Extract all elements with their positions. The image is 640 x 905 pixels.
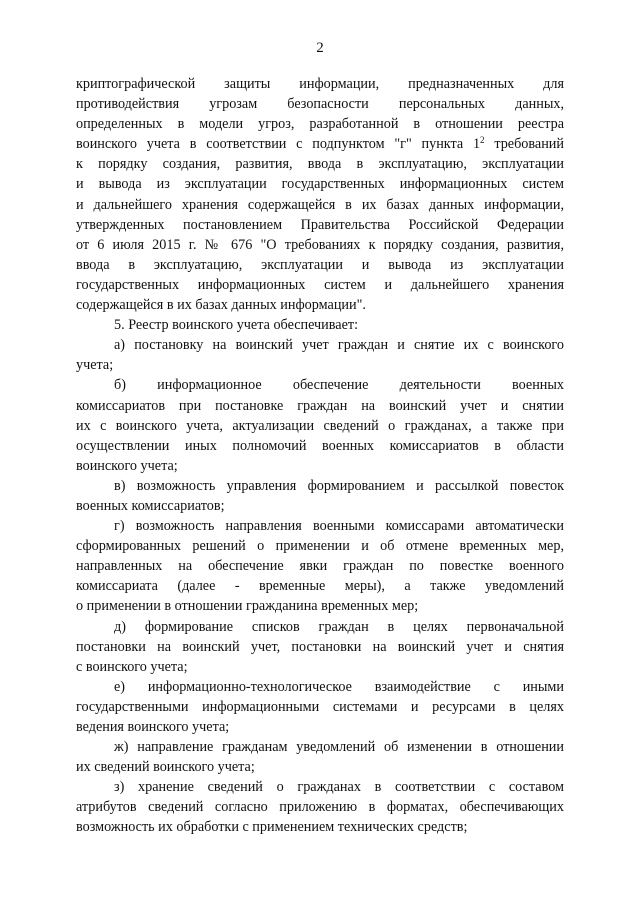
- text-line: в) возможность управления формированием и рассылкой повесток: [114, 477, 564, 494]
- text-line: д) формирование списков граждан в целях первоначальной: [114, 618, 564, 635]
- text-line: б) информационное обеспечение деятельности военных: [114, 377, 564, 394]
- text-line: содержащейся в их базах данных информации".: [76, 297, 366, 314]
- text-line: ведения воинского учета;: [76, 719, 230, 735]
- text-line: а) постановку на воинский учет граждан и снятие их с воинского: [114, 337, 564, 354]
- text-line: к порядку создания, развития, ввода в эксплуатацию, эксплуатации: [76, 156, 564, 173]
- text-line: комиссариата (далее - временные меры), а также уведомлений: [76, 578, 564, 595]
- text-line: криптографической защиты информации, предназначенных для: [76, 76, 564, 92]
- text-line: е) информационно-технологическое взаимодействие с иными: [114, 678, 564, 695]
- text-line: от 6 июля 2015 г. № 676 "О требованиях к порядку создания, развития,: [76, 236, 564, 253]
- text-line: ж) направление гражданам уведомлений об изменении в отношении: [114, 739, 564, 756]
- text-line: военных комиссариатов;: [76, 497, 225, 514]
- text-line: с воинского учета;: [76, 658, 188, 675]
- body-text: [76, 74, 564, 838]
- text-line: атрибутов сведений согласно приложению в форматах, обеспечивающих: [76, 799, 564, 816]
- text-line: их с воинского учета, актуализации сведений о гражданах, а также при: [76, 417, 564, 434]
- text-line: воинского учета в соответствии с подпунктом "г" пункта $1^2$ требований: [76, 135, 564, 153]
- text-line: комиссариатов при постановке граждан на воинский учет и снятии: [76, 397, 564, 414]
- text-line: их сведений воинского учета;: [76, 759, 255, 776]
- text-line: з) хранение сведений о гражданах в соответствии с составом: [114, 779, 564, 796]
- text-line: утвержденных постановлением Правительства Российской Федерации: [76, 216, 564, 233]
- text-line: 5. Реестр воинского учета обеспечивает:: [114, 317, 359, 334]
- text-line: государственными информационными системами и ресурсами в целях: [76, 698, 564, 715]
- text-line: осуществлении иных полномочий военных комиссариатов в области: [76, 437, 564, 454]
- text-line: направленных на обеспечение явки граждан по повестке военного: [76, 558, 564, 575]
- text-line: учета;: [76, 357, 114, 374]
- text-line: определенных в модели угроз, разработанной в отношении реестра: [76, 116, 564, 133]
- text-line: г) возможность направления военными комиссарами автоматически: [114, 518, 564, 535]
- text-line: воинского учета;: [76, 457, 178, 474]
- text-line: и вывода из эксплуатации государственных информационных систем: [76, 176, 564, 193]
- text-line: государственных информационных систем и дальнейшего хранения: [76, 276, 564, 293]
- text-line: ввода в эксплуатацию, эксплуатации и вывода из эксплуатации: [76, 256, 564, 273]
- text-line: о применении в отношении гражданина временных мер;: [76, 598, 419, 615]
- text-line: сформированных решений о применении и об отмене временных мер,: [76, 538, 564, 555]
- text-line: постановки на воинский учет, постановки на воинский учет и снятия: [76, 638, 564, 655]
- text-line: и дальнейшего хранения содержащейся в их базах данных информации,: [76, 196, 564, 213]
- page-number: 2: [316, 40, 324, 56]
- text-line: возможность их обработки с применением технических средств;: [76, 819, 468, 836]
- text-line: противодействия угрозам безопасности персональных данных,: [76, 96, 564, 113]
